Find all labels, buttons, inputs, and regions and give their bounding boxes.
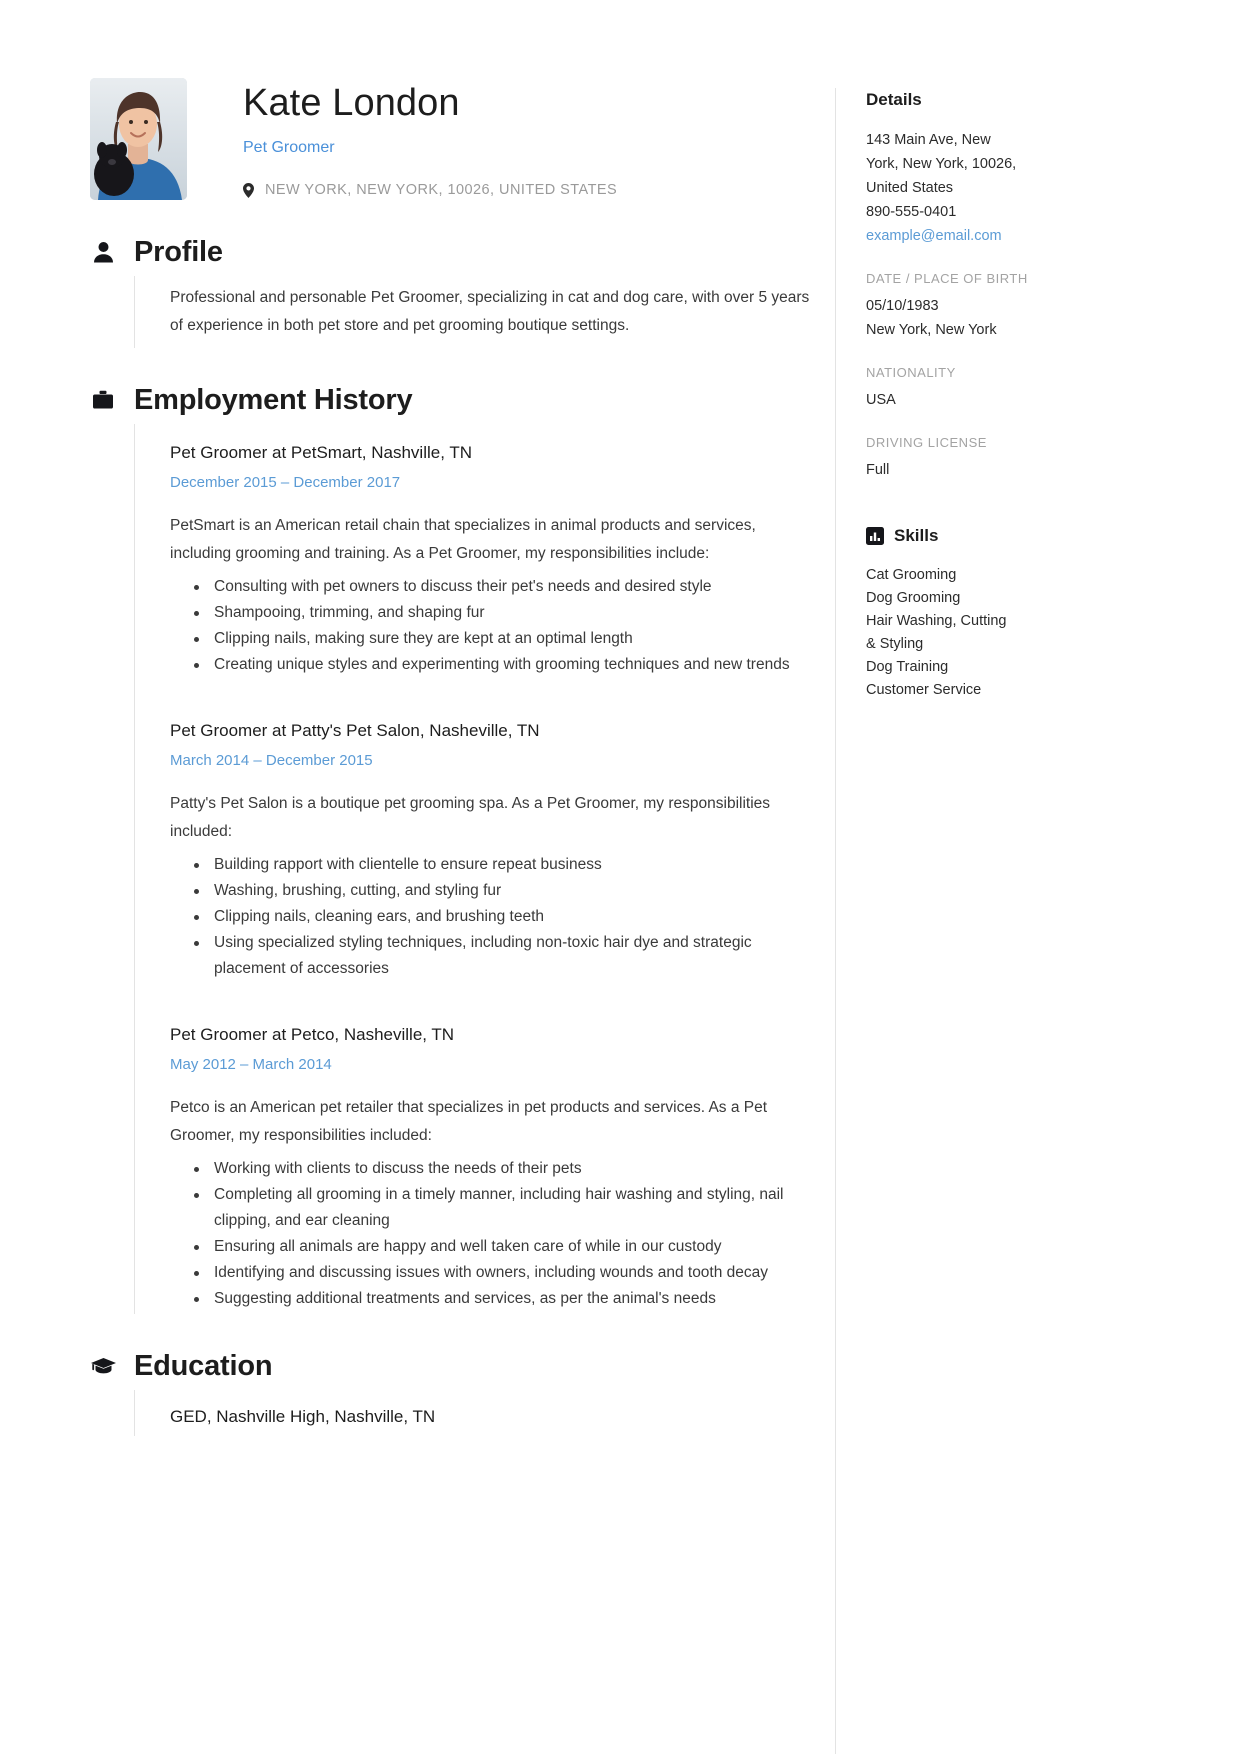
employment-entry-title: Pet Groomer at Petco, Nasheville, TN [170, 1025, 455, 1044]
sidebar-skills-title: Skills [894, 526, 939, 545]
dob-label: DATE / PLACE OF BIRTH [866, 271, 1028, 286]
list-item: Completing all grooming in a timely manner, including hair washing and styling, nail clipping, and ear cleaning [192, 1182, 815, 1234]
employment-entry-dates: December 2015 – December 2017 [170, 474, 401, 491]
employment-entry-title: Pet Groomer at PetSmart, Nashville, TN [170, 443, 473, 462]
section-education-body [134, 1390, 815, 1436]
job-title: Pet Groomer [243, 139, 335, 156]
employment-entry-bullets [170, 1156, 815, 1312]
list-item: Ensuring all animals are happy and well taken care of while in our custody [192, 1234, 815, 1260]
employment-entry-dates: May 2012 – March 2014 [170, 1056, 332, 1073]
employment-entry-title: Pet Groomer at Patty's Pet Salon, Nasheville, TN [170, 721, 540, 740]
avatar [90, 78, 187, 200]
education-entry-title: GED, Nashville High, Nashville, TN [170, 1407, 436, 1426]
section-profile [90, 234, 815, 348]
bar-chart-icon [866, 527, 884, 545]
section-education-head [90, 1348, 815, 1384]
list-item: & Styling [866, 636, 924, 652]
header-text [187, 78, 617, 198]
section-education [90, 1348, 815, 1436]
list-item: Consulting with pet owners to discuss their pet's needs and desired style [192, 574, 815, 600]
email-link[interactable]: example@email.com [866, 228, 1002, 244]
skills-list [866, 564, 1149, 702]
list-item: Suggesting additional treatments and services, as per the animal's needs [192, 1286, 815, 1312]
address-line-2: York, New York, 10026, [866, 156, 1017, 172]
person-icon [90, 242, 116, 263]
list-item: Hair Washing, Cutting [866, 613, 1007, 629]
list-item: Clipping nails, making sure they are kept at an optimal length [192, 626, 815, 652]
dob-date: 05/10/1983 [866, 298, 939, 314]
dob-place: New York, New York [866, 322, 997, 338]
driving-license-label: DRIVING LICENSE [866, 435, 987, 450]
sidebar [835, 88, 1149, 1754]
list-item: Clipping nails, cleaning ears, and brushing teeth [192, 904, 815, 930]
sidebar-skills-head [866, 524, 1149, 548]
sidebar-details-title: Details [866, 90, 922, 109]
employment-entry [135, 424, 815, 680]
list-item: Creating unique styles and experimenting with grooming techniques and new trends [192, 652, 815, 678]
map-pin-icon [243, 183, 254, 198]
employment-entry-description: Patty's Pet Salon is a boutique pet grooming spa. As a Pet Groomer, my responsibilities included: [170, 795, 771, 840]
section-employment-title: Employment History [134, 384, 413, 416]
employment-entry [135, 1006, 815, 1314]
phone-number: 890-555-0401 [866, 204, 957, 220]
list-item: Identifying and discussing issues with owners, including wounds and tooth decay [192, 1260, 815, 1286]
location-row [243, 182, 617, 198]
address-line-1: 143 Main Ave, New [866, 132, 991, 148]
location-text: NEW YORK, NEW YORK, 10026, UNITED STATES [265, 182, 618, 198]
section-profile-body [134, 276, 815, 348]
section-education-title: Education [134, 1350, 273, 1382]
employment-entry-dates: March 2014 – December 2015 [170, 752, 373, 769]
list-item: Using specialized styling techniques, including non-toxic hair dye and strategic placement of accessories [192, 930, 815, 982]
graduation-cap-icon [90, 1357, 116, 1375]
employment-entry-bullets [170, 852, 815, 982]
driving-license-value: Full [866, 462, 890, 478]
employment-entry [135, 702, 815, 984]
briefcase-icon [90, 390, 116, 410]
section-employment-body [134, 424, 815, 1314]
section-profile-title: Profile [134, 236, 223, 268]
employment-entry-bullets [170, 574, 815, 678]
section-profile-head [90, 234, 815, 270]
sidebar-details-block [866, 88, 1149, 482]
list-item: Dog Training [866, 659, 949, 675]
address-line-3: United States [866, 180, 954, 196]
profile-entry [135, 276, 815, 348]
list-item: Washing, brushing, cutting, and styling fur [192, 878, 815, 904]
main-column [90, 78, 835, 1754]
list-item: Dog Grooming [866, 590, 961, 606]
list-item: Shampooing, trimming, and shaping fur [192, 600, 815, 626]
employment-entry-description: PetSmart is an American retail chain that specializes in animal products and services, including grooming and training. As a Pet Groomer, my responsibilities include: [170, 517, 756, 562]
portrait-photo-icon [90, 78, 187, 200]
nationality-value: USA [866, 392, 896, 408]
list-item: Customer Service [866, 682, 982, 698]
profile-text: Professional and personable Pet Groomer, specializing in cat and dog care, with over 5 years of experience in both pet store and pet grooming boutique settings. [170, 289, 810, 334]
page-title: Kate London [243, 82, 460, 124]
section-employment-head [90, 382, 815, 418]
sidebar-skills-block [866, 524, 1149, 702]
section-employment [90, 382, 815, 1314]
list-item: Building rapport with clientelle to ensure repeat business [192, 852, 815, 878]
employment-entry-description: Petco is an American pet retailer that specializes in pet products and services. As a Pet Groomer, my responsibilities included: [170, 1099, 768, 1144]
list-item: Cat Grooming [866, 567, 957, 583]
resume-header [90, 78, 815, 200]
list-item: Working with clients to discuss the needs of their pets [192, 1156, 815, 1182]
nationality-label: NATIONALITY [866, 365, 956, 380]
